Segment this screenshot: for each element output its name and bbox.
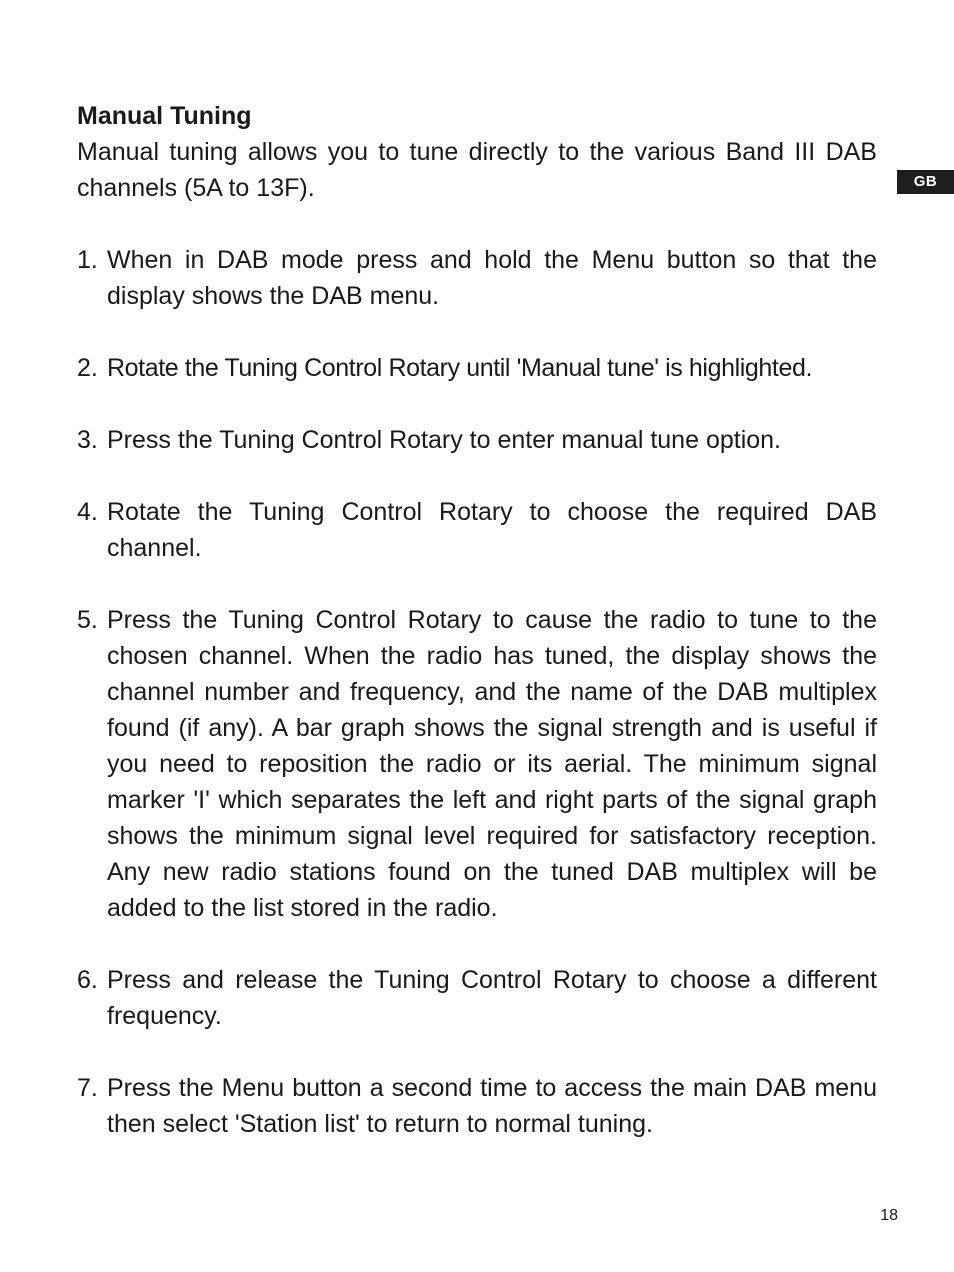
- list-item: [77, 602, 877, 926]
- step-number: 4.: [77, 498, 98, 526]
- list-item: [77, 242, 877, 314]
- page-content: [77, 98, 877, 1178]
- step-number: 3.: [77, 426, 98, 454]
- steps-list: [77, 242, 877, 1142]
- language-tab: GB: [897, 170, 954, 194]
- list-item: [77, 350, 877, 386]
- list-item: [77, 962, 877, 1034]
- step-number: 5.: [77, 606, 98, 634]
- step-text: Press and release the Tuning Control Rotary to choose a different frequency.: [107, 966, 877, 1030]
- step-text: Press the Tuning Control Rotary to enter manual tune option.: [107, 426, 781, 454]
- step-number: 7.: [77, 1074, 98, 1102]
- step-number: 6.: [77, 966, 98, 994]
- page-number: 18: [880, 1207, 898, 1224]
- list-item: [77, 494, 877, 566]
- step-text: Rotate the Tuning Control Rotary until 'Manual tune' is highlighted.: [107, 354, 813, 382]
- list-item: [77, 1070, 877, 1142]
- step-text: Rotate the Tuning Control Rotary to choose the required DAB channel.: [107, 498, 877, 562]
- step-text: Press the Menu button a second time to access the main DAB menu then select 'Station list' to return to normal tuning.: [107, 1074, 877, 1138]
- section-heading: Manual Tuning: [77, 102, 252, 130]
- step-number: 1.: [77, 246, 98, 274]
- step-text: Press the Tuning Control Rotary to cause the radio to tune to the chosen channel. When the radio has tuned, the display shows the channel number and frequency, and the name of the DAB multiplex found (if any). A bar graph shows the signal strength and is useful if you need to reposition the radio or its aerial. The minimum signal marker 'I' which separates the left and right parts of the signal graph shows the minimum signal level required for satisfactory reception. Any new radio stations found on the tuned DAB multiplex will be added to the list stored in the radio.: [107, 606, 877, 922]
- step-number: 2.: [77, 354, 98, 382]
- step-text: When in DAB mode press and hold the Menu button so that the display shows the DAB menu.: [107, 246, 877, 310]
- list-item: [77, 422, 877, 458]
- intro-paragraph: Manual tuning allows you to tune directly to the various Band III DAB channels (5A to 13F).: [77, 138, 877, 202]
